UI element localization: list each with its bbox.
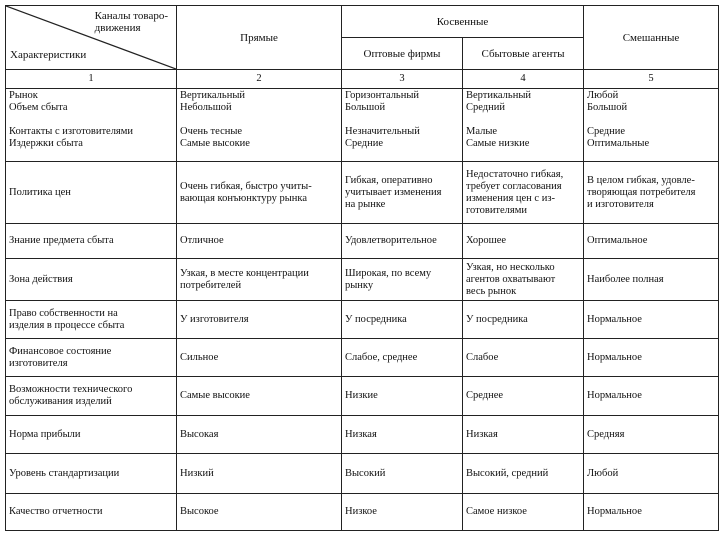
- value-cell: Высокий: [342, 454, 463, 494]
- table-row: [6, 416, 719, 454]
- value-cell: Горизонтальный Большой Незначительный Средние: [342, 89, 463, 162]
- distribution-channels-table: [5, 5, 719, 531]
- value-cell: Хорошее: [463, 224, 584, 259]
- column-number: 3: [342, 70, 463, 89]
- value-cell: Слабое: [463, 339, 584, 377]
- characteristic-cell: Финансовое состояние изготовителя: [6, 339, 177, 377]
- column-numbers-row: [6, 70, 719, 89]
- table-row: [6, 377, 719, 416]
- characteristic-cell: Возможности технического обслуживания изделий: [6, 377, 177, 416]
- characteristic-cell: Знание предмета сбыта: [6, 224, 177, 259]
- value-cell: Вертикальный Средний Малые Самые низкие: [463, 89, 584, 162]
- header-wholesale: Оптовые фирмы: [342, 38, 463, 70]
- value-cell: Очень гибкая, быстро учиты- вающая конъюнктуру рынка: [177, 162, 342, 224]
- table-row: [6, 89, 719, 162]
- value-cell: Высокая: [177, 416, 342, 454]
- value-cell: Высокое: [177, 494, 342, 531]
- value-cell: В целом гибкая, удовле- творяющая потребителя и изготовителя: [584, 162, 719, 224]
- table-row: [6, 454, 719, 494]
- value-cell: У посредника: [463, 301, 584, 339]
- value-cell: У посредника: [342, 301, 463, 339]
- characteristic-cell: Норма прибыли: [6, 416, 177, 454]
- header-indirect: Косвенные: [342, 6, 584, 38]
- value-cell: Самое низкое: [463, 494, 584, 531]
- value-cell: Отличное: [177, 224, 342, 259]
- characteristic-cell: Рынок Объем сбыта Контакты с изготовителями Издержки сбыта: [6, 89, 177, 162]
- header-mixed: Смешанные: [584, 6, 719, 70]
- value-cell: Низкая: [463, 416, 584, 454]
- value-cell: Низкая: [342, 416, 463, 454]
- value-cell: Вертикальный Небольшой Очень тесные Самые высокие: [177, 89, 342, 162]
- value-cell: Наиболее полная: [584, 259, 719, 301]
- value-cell: Низкий: [177, 454, 342, 494]
- table-row: [6, 259, 719, 301]
- column-number: 5: [584, 70, 719, 89]
- value-cell: Низкие: [342, 377, 463, 416]
- value-cell: Самые высокие: [177, 377, 342, 416]
- value-cell: Нормальное: [584, 301, 719, 339]
- value-cell: Средняя: [584, 416, 719, 454]
- header-agents: Сбытовые агенты: [463, 38, 584, 70]
- value-cell: Удовлетворительное: [342, 224, 463, 259]
- value-cell: Нормальное: [584, 377, 719, 416]
- characteristic-cell: Политика цен: [6, 162, 177, 224]
- value-cell: Узкая, но несколько агентов охватывают весь рынок: [463, 259, 584, 301]
- table-row: [6, 301, 719, 339]
- table-row: [6, 494, 719, 531]
- value-cell: Среднее: [463, 377, 584, 416]
- table-body: [6, 89, 719, 531]
- table-row: [6, 162, 719, 224]
- value-cell: Любой Большой Средние Оптимальные: [584, 89, 719, 162]
- header-direct: Прямые: [177, 6, 342, 70]
- corner-header-cell: [6, 6, 177, 70]
- value-cell: Гибкая, оперативно учитывает изменения на рынке: [342, 162, 463, 224]
- value-cell: Сильное: [177, 339, 342, 377]
- characteristic-cell: Уровень стандартизации: [6, 454, 177, 494]
- value-cell: Высокий, средний: [463, 454, 584, 494]
- column-number: 2: [177, 70, 342, 89]
- value-cell: Нормальное: [584, 494, 719, 531]
- value-cell: Нормальное: [584, 339, 719, 377]
- characteristic-cell: Качество отчетности: [6, 494, 177, 531]
- column-number: 1: [6, 70, 177, 89]
- characteristic-cell: Зона действия: [6, 259, 177, 301]
- table-row: [6, 224, 719, 259]
- table-row: [6, 339, 719, 377]
- corner-top-label: Каналы товаро- движения: [94, 10, 168, 34]
- value-cell: У изготовителя: [177, 301, 342, 339]
- characteristic-cell: Право собственности на изделия в процессе сбыта: [6, 301, 177, 339]
- value-cell: Любой: [584, 454, 719, 494]
- value-cell: Недостаточно гибкая, требует согласования изменения цен с из- готовителями: [463, 162, 584, 224]
- value-cell: Слабое, среднее: [342, 339, 463, 377]
- value-cell: Узкая, в месте концентрации потребителей: [177, 259, 342, 301]
- value-cell: Оптимальное: [584, 224, 719, 259]
- corner-bottom-label: Характеристики: [10, 49, 87, 61]
- value-cell: Широкая, по всему рынку: [342, 259, 463, 301]
- column-number: 4: [463, 70, 584, 89]
- value-cell: Низкое: [342, 494, 463, 531]
